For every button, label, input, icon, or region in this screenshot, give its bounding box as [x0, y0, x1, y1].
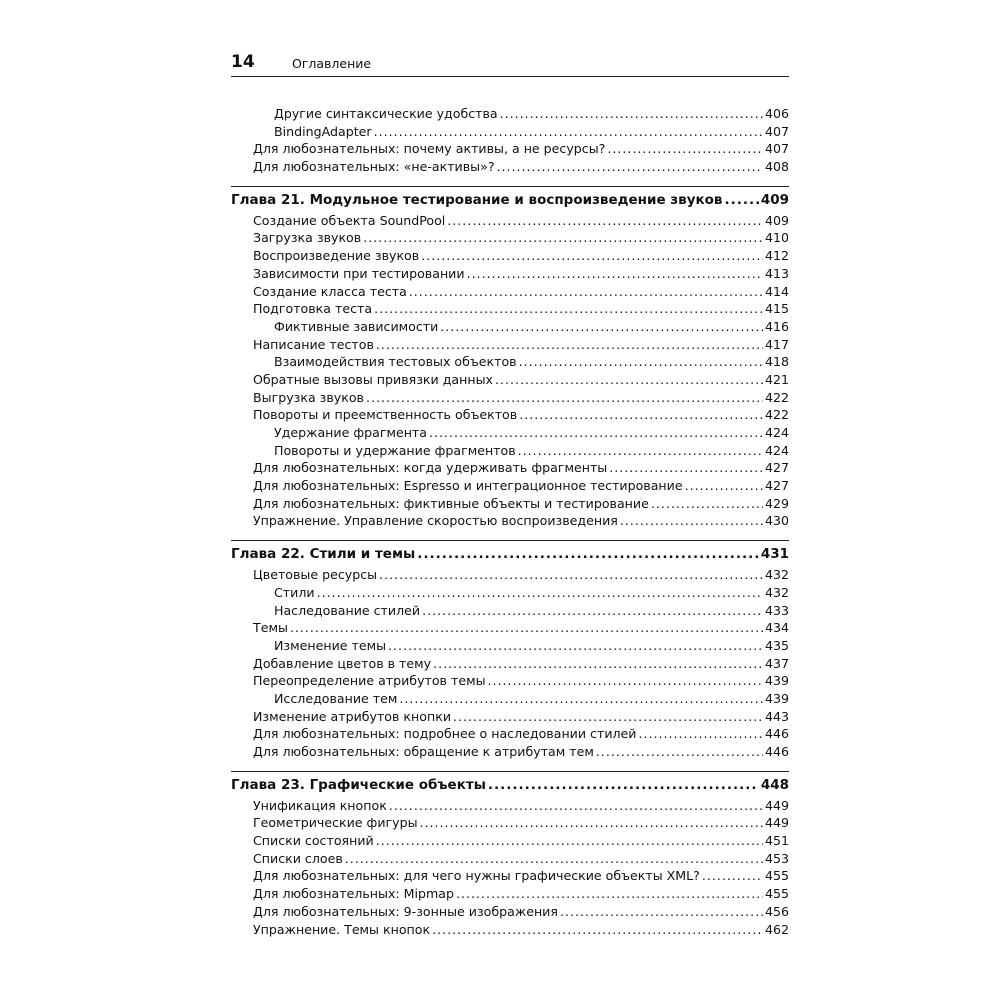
toc-section-entry [231, 247, 789, 265]
dot-leader [440, 318, 763, 336]
dot-leader [374, 300, 763, 318]
dot-leader [363, 229, 763, 247]
toc-page-number: 443 [764, 708, 789, 724]
dot-leader [609, 459, 763, 477]
dot-leader [467, 265, 763, 283]
toc-section-entry [231, 619, 789, 637]
toc-entry-title: Воспроизведение звуков [253, 248, 420, 264]
toc-page-number: 448 [760, 776, 789, 793]
toc-page-number: 415 [764, 301, 789, 317]
dot-leader [432, 921, 763, 939]
toc-entry-title: Для любознательных: когда удерживать фрагменты [253, 460, 608, 476]
dot-leader [399, 690, 763, 708]
dot-leader [488, 672, 763, 690]
page-number: 14 [231, 52, 255, 72]
dot-leader [497, 158, 763, 176]
dot-leader [376, 336, 763, 354]
toc-page-number: 430 [764, 513, 789, 529]
dot-leader [420, 814, 763, 832]
toc-page-number: 409 [760, 191, 789, 208]
toc-section-entry [231, 229, 789, 247]
toc-chapter-heading [231, 771, 789, 795]
toc-page-number: 424 [764, 442, 789, 458]
toc-section-entry [231, 140, 789, 158]
toc-chapter-heading [231, 186, 789, 210]
toc-page-number: 412 [764, 248, 789, 264]
dot-leader [456, 885, 763, 903]
toc-entry-title: Фиктивные зависимости [274, 318, 439, 334]
toc-page-number: 410 [764, 230, 789, 246]
toc-section-entry [231, 212, 789, 230]
dot-leader [596, 743, 763, 761]
toc-entry-title: Унификация кнопок [253, 797, 387, 813]
toc-entry-title: Для любознательных: почему активы, а не ресурсы? [253, 141, 606, 157]
toc-subsection-entry [231, 442, 789, 460]
toc-page-number: 414 [764, 283, 789, 299]
toc-entry-title: Добавление цветов в тему [253, 655, 432, 671]
dot-leader [500, 105, 763, 123]
dot-leader [429, 424, 763, 442]
toc-entry-title: Наследование стилей [274, 602, 421, 618]
toc-section-entry [231, 850, 789, 868]
toc-page-number: 413 [764, 265, 789, 281]
toc-page-number: 407 [764, 123, 789, 139]
toc-entry-title: Для любознательных: фиктивные объекты и тестирование [253, 495, 649, 511]
toc-section-entry [231, 336, 789, 354]
toc-section-entry [231, 265, 789, 283]
toc-entry-title: Глава 23. Графические объекты [231, 776, 486, 793]
toc-section-entry [231, 672, 789, 690]
toc-subsection-entry [231, 602, 789, 620]
toc-subsection-entry [231, 105, 789, 123]
toc-entry-title: Цветовые ресурсы [253, 567, 378, 583]
toc-entry-title: Выгрузка звуков [253, 389, 364, 405]
toc-subsection-entry [231, 123, 789, 141]
toc-entry-title: Для любознательных: обращение к атрибутам тем [253, 744, 594, 759]
dot-leader [453, 708, 763, 726]
toc-section-entry [231, 885, 789, 903]
toc-entry-title: Изменение атрибутов кнопки [253, 708, 452, 724]
toc-entry-title: Изменение темы [274, 637, 387, 653]
toc-entry-title: Переопределение атрибутов темы [253, 673, 486, 689]
dot-leader [495, 371, 763, 389]
dot-leader [519, 406, 763, 424]
toc-page-number: 427 [764, 478, 789, 494]
dot-leader [638, 725, 762, 743]
toc-entry-title: Создание объекта SoundPool [253, 212, 446, 228]
dot-leader [560, 903, 763, 921]
toc-entry-title: Для любознательных: Espresso и интеграционное тестирование [253, 478, 683, 494]
toc-page-number: 427 [764, 460, 789, 476]
toc-entry-title: Другие синтаксические удобства [274, 106, 498, 121]
toc-page-number: 408 [764, 159, 789, 175]
toc-section-entry [231, 459, 789, 477]
toc-page-number: 434 [764, 620, 789, 636]
toc-section-entry [231, 903, 789, 921]
toc-page-number: 437 [764, 655, 789, 671]
toc-page-number: 439 [764, 673, 789, 689]
toc-subsection-entry [231, 353, 789, 371]
toc-page-number: 418 [764, 354, 789, 370]
toc-section-entry [231, 406, 789, 424]
toc-section-entry [231, 389, 789, 407]
toc-entry-title: Для любознательных: для чего нужны графические объекты XML? [253, 868, 700, 884]
toc-page-number: 435 [764, 637, 789, 653]
toc-page-number: 424 [764, 425, 789, 440]
toc-entry-title: Списки слоев [253, 850, 343, 866]
dot-leader [376, 832, 763, 850]
toc-section-entry [231, 867, 789, 885]
toc-section-entry [231, 921, 789, 939]
toc-entry-title: BindingAdapter [274, 123, 372, 139]
toc-section-entry [231, 655, 789, 673]
dot-leader [447, 212, 763, 230]
toc-entry-title: Обратные вызовы привязки данных [253, 371, 493, 387]
dot-leader [724, 192, 758, 208]
toc-entry-title: Написание тестов [253, 336, 374, 352]
dot-leader [607, 140, 763, 158]
toc-entry-title: Глава 21. Модульное тестирование и воспроизведение звуков [231, 191, 723, 208]
toc-entry-title: Глава 22. Стили и темы [231, 546, 416, 563]
toc-page-number: 433 [764, 602, 789, 618]
toc-page-number: 407 [764, 141, 789, 157]
toc-page-number: 417 [764, 336, 789, 352]
toc-section-entry [231, 371, 789, 389]
toc-section-entry [231, 283, 789, 301]
dot-leader [379, 566, 763, 584]
dot-leader [388, 637, 763, 655]
toc-entry-title: Взаимодействия тестовых объектов [274, 354, 517, 370]
dot-leader [685, 477, 763, 495]
dot-leader [433, 655, 763, 673]
toc-entry-title: Упражнение. Управление скоростью воспроизведения [253, 513, 618, 529]
toc-entry-title: Для любознательных: Mipmap [253, 886, 455, 902]
toc-page-number: 431 [760, 546, 789, 563]
toc-section-entry [231, 300, 789, 318]
toc-page-number: 456 [764, 903, 789, 919]
toc-section-entry [231, 832, 789, 850]
toc-entry-title: Повороты и преемственность объектов [253, 407, 518, 423]
toc-entry-title: Для любознательных: подробнее о наследовании стилей [253, 726, 637, 742]
toc-page-number: 406 [764, 106, 789, 121]
dot-leader [366, 389, 763, 407]
toc-section-entry [231, 477, 789, 495]
toc-chapter-heading [231, 540, 789, 564]
toc-page-number: 462 [764, 921, 789, 937]
toc-subsection-entry [231, 690, 789, 708]
toc-page-number: 455 [764, 886, 789, 902]
running-title: Оглавление [292, 56, 372, 71]
toc-page-number: 446 [764, 726, 789, 742]
toc-page-number: 453 [764, 850, 789, 866]
toc-entry-title: Загрузка звуков [253, 230, 362, 246]
toc-subsection-entry [231, 584, 789, 602]
toc-entry-title: Темы [253, 620, 288, 636]
toc-entry-title: Упражнение. Темы кнопок [253, 921, 431, 937]
toc-section-entry [231, 743, 789, 761]
toc-entry-title: Для любознательных: 9-зонные изображения [253, 903, 558, 919]
toc-page-number: 422 [764, 407, 789, 423]
toc-section-entry [231, 158, 789, 176]
dot-leader [317, 584, 763, 602]
toc-section-entry [231, 512, 789, 530]
toc-page-number: 409 [764, 212, 789, 228]
toc-page-number: 455 [764, 868, 789, 884]
toc-entry-title: Для любознательных: «не-активы»? [253, 159, 495, 175]
dot-leader [651, 495, 763, 513]
toc-subsection-entry [231, 424, 789, 442]
dot-leader [290, 619, 763, 637]
dot-leader [421, 247, 763, 265]
header-divider [231, 76, 789, 77]
dot-leader [389, 797, 763, 815]
dot-leader [518, 442, 763, 460]
dot-leader [702, 867, 763, 885]
toc-section-entry [231, 495, 789, 513]
toc-page-number: 422 [764, 389, 789, 405]
toc-entry-title: Стили [274, 584, 315, 600]
toc-page-number: 446 [764, 744, 789, 759]
toc-section-entry [231, 814, 789, 832]
toc-page-number: 449 [764, 797, 789, 813]
toc-page-number: 432 [764, 584, 789, 600]
toc-entry-title: Подготовка теста [253, 301, 373, 317]
table-of-contents [231, 105, 789, 938]
toc-entry-title: Зависимости при тестировании [253, 265, 465, 281]
toc-entry-title: Геометрические фигуры [253, 815, 418, 831]
toc-section-entry [231, 566, 789, 584]
toc-entry-title: Создание класса теста [253, 283, 407, 299]
toc-subsection-entry [231, 318, 789, 336]
toc-subsection-entry [231, 637, 789, 655]
dot-leader [409, 283, 763, 301]
toc-page-number: 451 [764, 833, 789, 849]
dot-leader [345, 850, 763, 868]
toc-page-number: 416 [764, 318, 789, 334]
toc-section-entry [231, 725, 789, 743]
dot-leader [519, 353, 763, 371]
toc-entry-title: Повороты и удержание фрагментов [274, 442, 516, 458]
toc-page-number: 449 [764, 815, 789, 831]
toc-entry-title: Списки состояний [253, 833, 374, 849]
toc-entry-title: Удержание фрагмента [274, 425, 427, 440]
toc-section-entry [231, 797, 789, 815]
page-header [231, 52, 789, 76]
dot-leader [374, 123, 763, 141]
toc-page-number: 439 [764, 690, 789, 706]
dot-leader [422, 602, 763, 620]
toc-page-number: 432 [764, 567, 789, 583]
dot-leader [488, 777, 759, 793]
toc-section-entry [231, 708, 789, 726]
dot-leader [417, 546, 759, 562]
toc-page-number: 429 [764, 495, 789, 511]
toc-entry-title: Исследование тем [274, 690, 398, 706]
dot-leader [620, 512, 763, 530]
toc-page-number: 421 [764, 371, 789, 387]
